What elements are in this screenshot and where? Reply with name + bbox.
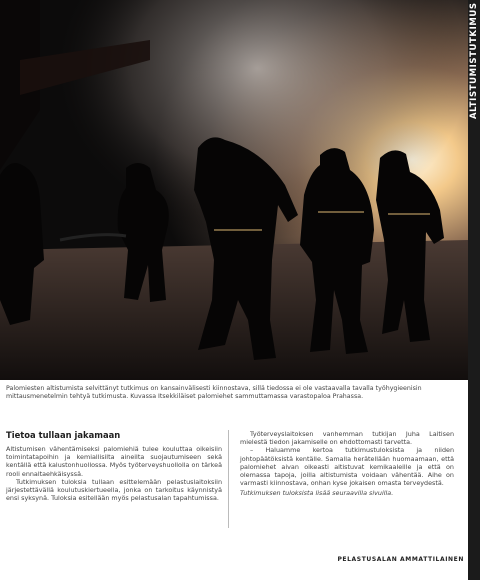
article-paragraph: – Haluamme kertoa tutkimustuloksista ja niiden johtopäätöksistä kentälle. Samalla herätellään huomaamaan, että palomiehet aivan oikeasti altistuvat kemikaaleille ja että on olemassa tapoja, joilla altistumista voidaan vähentää. Aihe on varmasti kiinnostava, onhan kyse jokaisen omasta terveydestä.	[240, 446, 454, 488]
article-column-left	[6, 430, 229, 528]
photo-caption: Palomiesten altistumista selvittänyt tutkimus on kansainvälisesti kiinnostava, sillä tiedossa ei ole vastaavalla tavalla työhygieenisin mittausmenetelmin tehtyä tutkimusta. Kuvassa Itsekkiläiset palomiehet sammuttamassa varastopaloa Prahassa.	[6, 385, 422, 401]
article-paragraph: Altistumisen vähentämiseksi palomiehiä tulee kouluttaa oikeisiin toimintatapoihin ja kemiallisilta aineilta suojautumiseen sekä kentällä että kalustonhuollossa. Myös työterveyshuollolla on tärkeä rooli ennaltaehkäisyssä.	[6, 445, 222, 478]
section-tab-label: ALTISTUMISTUTKIMUS	[469, 2, 479, 120]
article-paragraph: Tutkimuksen tuloksia tullaan esittelemään pelastuslaitoksiin järjestettävällä koulutuskiertueella, jonka on tarkoitus käynnistyä ensi syksynä. Tuloksia esitellään myös pelastusalan tapahtumissa.	[6, 477, 222, 503]
publication-footer: PELASTUSALAN AMMATTILAINEN	[337, 556, 464, 563]
article-heading: Tietoa tullaan jakamaan	[6, 430, 121, 440]
article-column-right	[240, 430, 454, 498]
continued-note: Tutkimuksen tuloksista lisää seuraavilla sivuilla.	[240, 489, 394, 498]
article-paragraph: Työterveyslaitoksen vanhemman tutkijan Juha Laitisen mielestä tiedon jakamiselle on ehdottomasti tarvetta.	[240, 430, 454, 447]
